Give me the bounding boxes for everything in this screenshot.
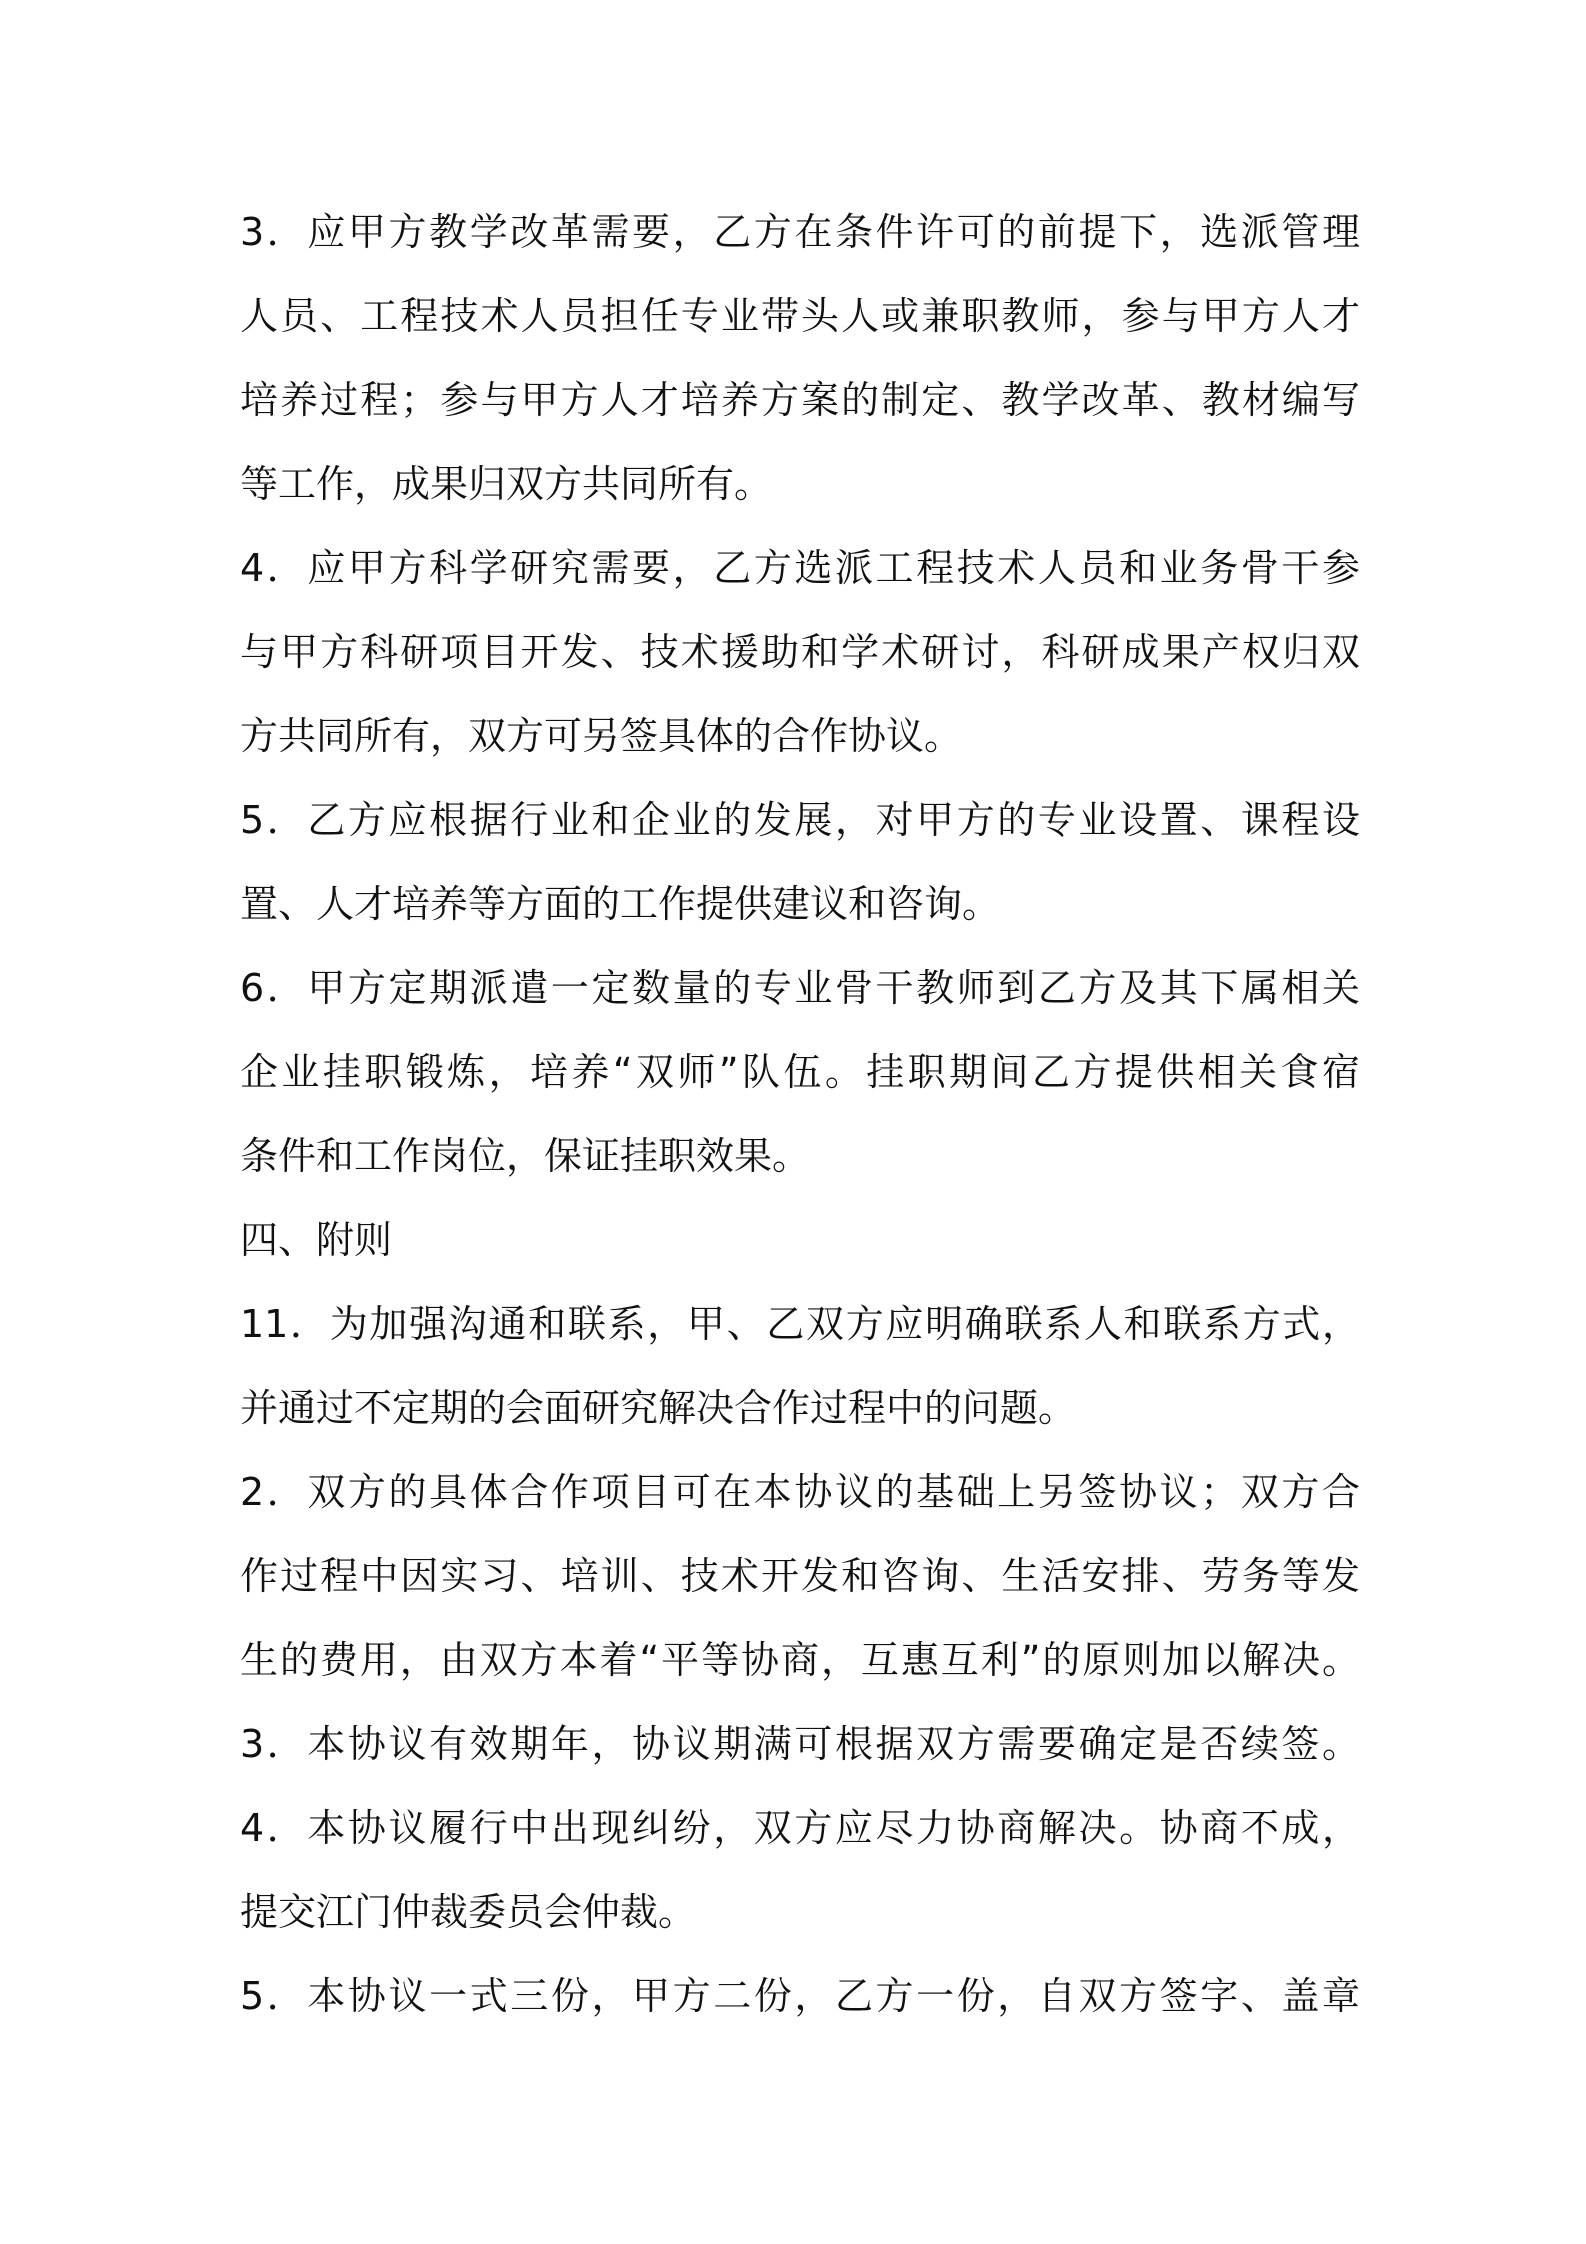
text-line: 方共同所有，双方可另签具体的合作协议。 [240, 714, 963, 758]
text-line: 4．应甲方科学研究需要，乙方选派工程技术人员和业务骨干参 [240, 546, 1360, 590]
text-line: 置、人才培养等方面的工作提供建议和咨询。 [240, 882, 1001, 926]
text-line: 并通过不定期的会面研究解决合作过程中的问题。 [240, 1386, 1077, 1430]
text-line: 提交江门仲裁委员会仲裁。 [240, 1890, 697, 1934]
text-line: 3．应甲方教学改革需要，乙方在条件许可的前提下，选派管理 [240, 210, 1360, 254]
text-line: 条件和工作岗位，保证挂职效果。 [240, 1134, 811, 1178]
text-line: 5．乙方应根据行业和企业的发展，对甲方的专业设置、课程设 [240, 798, 1360, 842]
section-heading: 四、附则 [240, 1218, 393, 1262]
text-line: 6．甲方定期派遣一定数量的专业骨干教师到乙方及其下属相关 [240, 966, 1360, 1010]
text-line: 11．为加强沟通和联系，甲、乙双方应明确联系人和联系方式， [240, 1302, 1360, 1346]
text-line: 等工作，成果归双方共同所有。 [240, 462, 773, 506]
text-line: 人员、工程技术人员担任专业带头人或兼职教师，参与甲方人才 [240, 294, 1360, 338]
text-line: 生的费用，由双方本着“平等协商，互惠互利”的原则加以解决。 [240, 1638, 1360, 1682]
text-line: 培养过程；参与甲方人才培养方案的制定、教学改革、教材编写 [240, 378, 1360, 422]
text-line: 企业挂职锻炼，培养“双师”队伍。挂职期间乙方提供相关食宿 [240, 1050, 1360, 1094]
text-line: 作过程中因实习、培训、技术开发和咨询、生活安排、劳务等发 [240, 1554, 1360, 1598]
text-line: 2．双方的具体合作项目可在本协议的基础上另签协议；双方合 [240, 1470, 1360, 1514]
text-line: 3．本协议有效期年，协议期满可根据双方需要确定是否续签。 [240, 1722, 1360, 1766]
document-body [240, 190, 1360, 2038]
text-line: 5．本协议一式三份，甲方二份，乙方一份，自双方签字、盖章 [240, 1974, 1360, 2018]
text-line: 4．本协议履行中出现纠纷，双方应尽力协商解决。协商不成， [240, 1806, 1360, 1850]
text-line: 与甲方科研项目开发、技术援助和学术研讨，科研成果产权归双 [240, 630, 1360, 674]
